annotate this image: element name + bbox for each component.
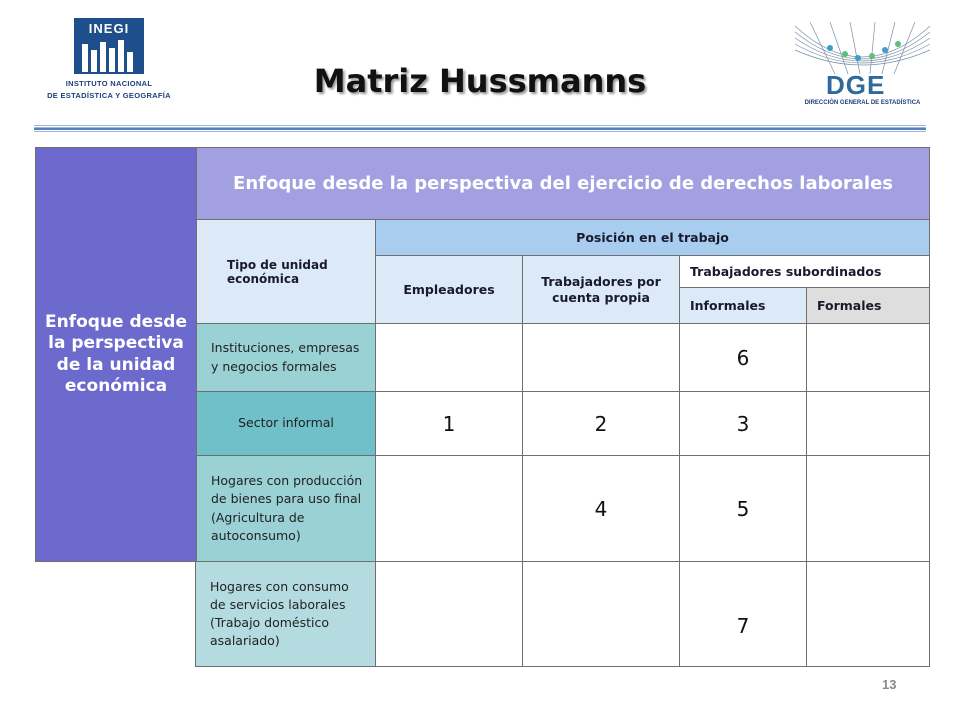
cell-self-employed: 2 — [523, 392, 680, 456]
unit-perspective-header: Enfoque desde la perspectiva de la unidad económica — [36, 148, 197, 562]
dge-logo-title: DGE — [826, 70, 886, 100]
cell-informal: 6 — [680, 324, 807, 392]
cell-self-employed — [523, 562, 680, 667]
cell-employers — [376, 562, 523, 667]
row-label: Instituciones, empresas y negocios formales — [197, 324, 376, 392]
employers-header: Empleadores — [376, 256, 523, 324]
header-divider — [34, 125, 926, 133]
row-label: Hogares con producción de bienes para uso final (Agricultura de autoconsumo) — [197, 456, 376, 562]
row-label: Hogares con consumo de servicios laborales (Trabajo doméstico asalariado) — [196, 562, 376, 667]
work-position-header: Posición en el trabajo — [376, 220, 930, 256]
cell-formal — [807, 392, 930, 456]
informal-header: Informales — [680, 288, 807, 324]
table-row — [196, 562, 930, 667]
unit-type-header: Tipo de unidad económica — [197, 220, 376, 324]
cell-formal — [807, 562, 930, 667]
inegi-logo-line2: DE ESTADÍSTICA Y GEOGRAFÍA — [47, 91, 171, 100]
page-number: 13 — [882, 677, 897, 692]
self-employed-header: Trabajadores por cuenta propia — [523, 256, 680, 324]
cell-employers: 1 — [376, 392, 523, 456]
page-title: Matriz Hussmanns — [313, 62, 647, 100]
subordinate-workers-header: Trabajadores subordinados — [680, 256, 930, 288]
cell-informal: 5 — [680, 456, 807, 562]
cell-informal: 3 — [680, 392, 807, 456]
cell-formal — [807, 456, 930, 562]
cell-employers — [376, 324, 523, 392]
hussmanns-matrix-last-row — [195, 561, 930, 667]
dge-logo-subtitle: DIRECCIÓN GENERAL DE ESTADÍSTICA — [804, 100, 921, 106]
row-label: Sector informal — [197, 392, 376, 456]
formal-header: Formales — [807, 288, 930, 324]
cell-self-employed — [523, 324, 680, 392]
hussmanns-matrix — [35, 147, 930, 562]
cell-employers — [376, 456, 523, 562]
inegi-logo-line1: INSTITUTO NACIONAL — [65, 79, 153, 88]
inegi-logo-title: INEGI — [88, 21, 130, 36]
labor-rights-header: Enfoque desde la perspectiva del ejercicio de derechos laborales — [197, 148, 930, 220]
cell-informal: 7 — [680, 562, 807, 667]
cell-formal — [807, 324, 930, 392]
cell-self-employed: 4 — [523, 456, 680, 562]
